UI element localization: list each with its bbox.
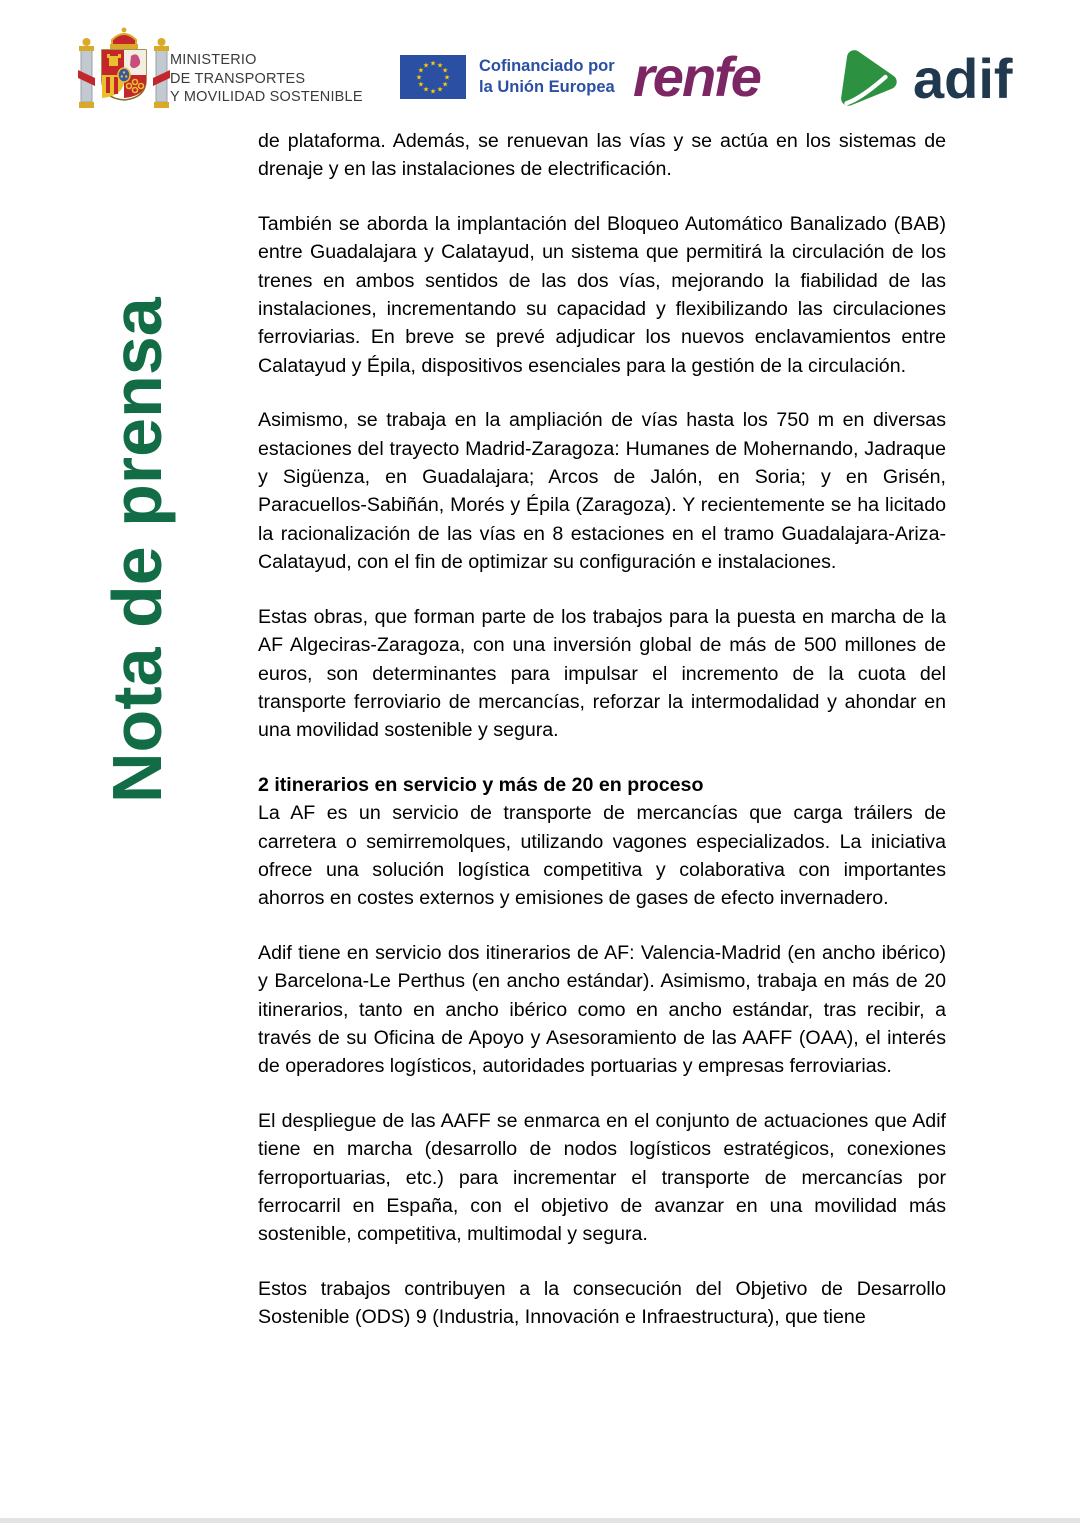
body-paragraph: También se aborda la implantación del Bloqueo Automático Banalizado (BAB) entre Guadalajara y Calatayud, un sistema que permitirá la circulación de los trenes en ambos sentidos de las dos vías, mejorando la fiabilidad de las instalaciones, incrementando su capacidad y flexibilizando las circulaciones ferroviarias. En breve se prevé adjudicar los nuevos enclavamientos entre Calatayud y Épila, dispositivos esenciales para la gestión de la circulación. xyxy=(258,212,946,377)
body-paragraph: de plataforma. Además, se renuevan las vías y se actúa en los sistemas de drenaje y en las instalaciones de electrificación. xyxy=(258,130,946,181)
body-paragraph: La AF es un servicio de transporte de mercancías que carga tráilers de carretera o semirremolques, utilizando vagones especializados. La iniciativa ofrece una solución logística competitiva y colaborativa con importantes ahorros en costes externos y emisiones de gases de efecto invernadero. xyxy=(258,802,946,910)
document-body xyxy=(258,127,946,1358)
eu-cofunding-emblem xyxy=(400,53,615,101)
spain-coat-of-arms-icon xyxy=(74,26,174,120)
ministry-line-3: Y MOVILIDAD SOSTENIBLE xyxy=(170,89,363,105)
svg-text:★: ★ xyxy=(417,66,425,75)
body-paragraph: El despliegue de las AAFF se enmarca en el conjunto de actuaciones que Adif tiene en marcha (desarrollo de nodos logísticos estratégicos, conexiones ferroportuarias, etc.) para incrementar el transporte de mercancías por ferrocarril en España, con el objetivo de avanzar en una movilidad más sostenible, competitiva, multimodal y segura. xyxy=(258,1109,946,1246)
adif-logo xyxy=(827,38,1013,116)
adif-arrow-icon xyxy=(827,38,905,116)
body-paragraph: Estas obras, que forman parte de los trabajos para la puesta en marcha de la AF Algeciras-Zaragoza, con una inversión global de más de 500 millones de euros, son determinantes para impulsar el incremento de la cuota del transporte ferroviario de mercancías, reforzar la intermodalidad y ahondar en una movilidad sostenible y segura. xyxy=(258,605,946,742)
eu-label-line-1: Cofinanciado por xyxy=(479,57,615,75)
body-paragraph: Asimismo, se trabaja en la ampliación de vías hasta los 750 m en diversas estaciones del trayecto Madrid-Zaragoza: Humanes de Mohernando, Jadraque y Sigüenza, en Guadalajara; Arcos de Jalón, en Soria; y en Grisén, Paracuellos-Sabiñán, Morés y Épila (Zaragoza). Y recientemente se ha licitado la racionalización de las vías en 8 estaciones en el tramo Guadalajara-Ariza-Calatayud, con el fin de optimizar su configuración e instalaciones. xyxy=(258,409,946,574)
svg-text:★: ★ xyxy=(443,73,451,82)
renfe-logo: renfe xyxy=(633,45,760,108)
svg-text:★: ★ xyxy=(441,66,449,75)
header xyxy=(0,0,1080,130)
svg-text:★: ★ xyxy=(429,59,437,68)
svg-text:★: ★ xyxy=(436,61,444,70)
svg-text:★: ★ xyxy=(422,61,430,70)
body-paragraph: Estos trabajos contribuyen a la consecución del Objetivo de Desarrollo Sostenible (ODS) 9 (Industria, Innovación e Infraestructura), que tiene xyxy=(258,1277,946,1329)
press-note-vertical-title: Nota de prensa xyxy=(98,297,176,803)
adif-wordmark: adif xyxy=(913,46,1013,110)
svg-text:★: ★ xyxy=(415,73,423,82)
body-paragraph: Adif tiene en servicio dos itinerarios de AF: Valencia-Madrid (en ancho ibérico) y Barcelona-Le Perthus (en ancho estándar). Asimismo, trabaja en más de 20 itinerarios, tanto en ancho ibérico como en ancho estándar, tras recibir, a través de su Oficina de Apoyo y Asesoramiento de las AAFF (OAA), el interés de operadores logísticos, autoridades portuarias y empresas ferroviarias. xyxy=(258,941,946,1078)
eu-flag-icon xyxy=(400,55,466,99)
svg-text:★: ★ xyxy=(441,80,449,89)
section-heading: 2 itinerarios en servicio y más de 20 en proceso xyxy=(258,773,704,796)
ministry-name xyxy=(170,51,363,107)
eu-label-line-2: la Unión Europea xyxy=(479,78,615,96)
eu-cofunding-label xyxy=(479,56,615,98)
svg-text:★: ★ xyxy=(436,85,444,94)
ministry-line-1: MINISTERIO xyxy=(170,52,257,68)
ministry-line-2: DE TRANSPORTES xyxy=(170,70,306,87)
page-bottom-divider xyxy=(0,1518,1080,1523)
svg-text:★: ★ xyxy=(422,85,430,94)
svg-text:★: ★ xyxy=(429,87,437,96)
svg-text:★: ★ xyxy=(417,80,425,89)
